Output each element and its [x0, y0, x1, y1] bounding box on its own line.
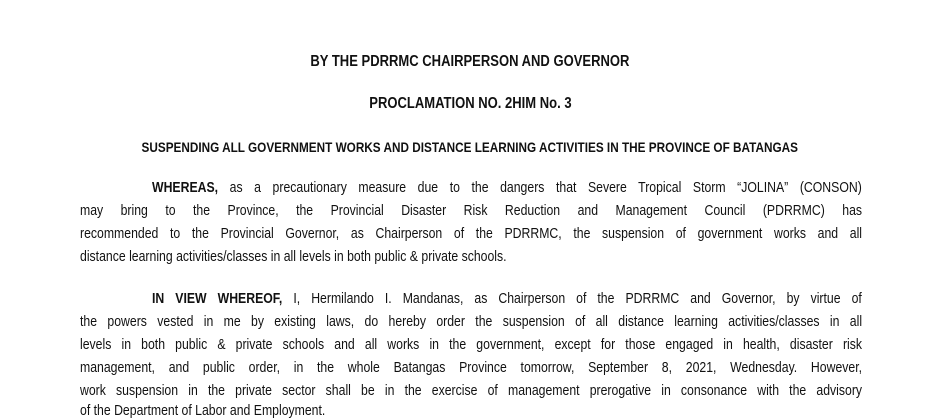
paragraph-line: work suspension in the private sector shall be in the exercise of management prerogative in consonance with the advisory	[80, 383, 863, 399]
paragraph-line	[152, 179, 862, 197]
paragraph-line: recommended to the Provincial Governor, as Chairperson of the PDRRMC, the suspension of government works and all	[80, 226, 863, 242]
document-header: BY THE PDRRMC CHAIRPERSON AND GOVERNOR	[310, 53, 630, 70]
in-view-lead: IN VIEW WHEREOF,	[152, 291, 283, 307]
paragraph-line: may bring to the Province, the Provincial Disaster Risk Reduction and Management Council (PDRRMC) has	[80, 203, 863, 219]
paragraph-line: distance learning activities/classes in all levels in both public & private schools.	[80, 249, 507, 265]
whereas-lead: WHEREAS,	[152, 180, 219, 196]
paragraph-line: management, and public order, in the whole Batangas Province tomorrow, September 8, 2021, Wednesday. However,	[80, 360, 863, 376]
line-text: as a precautionary measure due to the dangers that Severe Tropical Storm “JOLINA” (CONSON)	[229, 180, 862, 196]
proclamation-number: PROCLAMATION NO. 2HIM No. 3	[368, 95, 572, 112]
paragraph-line: the powers vested in me by existing laws, do hereby order the suspension of all distance learning activities/classes in all	[80, 314, 863, 330]
proclamation-subject: SUSPENDING ALL GOVERNMENT WORKS AND DISTANCE LEARNING ACTIVITIES IN THE PROVINCE OF BATANGAS	[141, 139, 799, 155]
paragraph-line: levels in both public & private schools and all works in the government, except for those engaged in health, disaster risk	[80, 337, 863, 353]
line-text: I, Hermilando I. Mandanas, as Chairperson of the PDRRMC and Governor, by virtue of	[293, 291, 862, 307]
paragraph-line: of the Department of Labor and Employment.	[80, 403, 326, 419]
paragraph-line	[152, 290, 862, 308]
